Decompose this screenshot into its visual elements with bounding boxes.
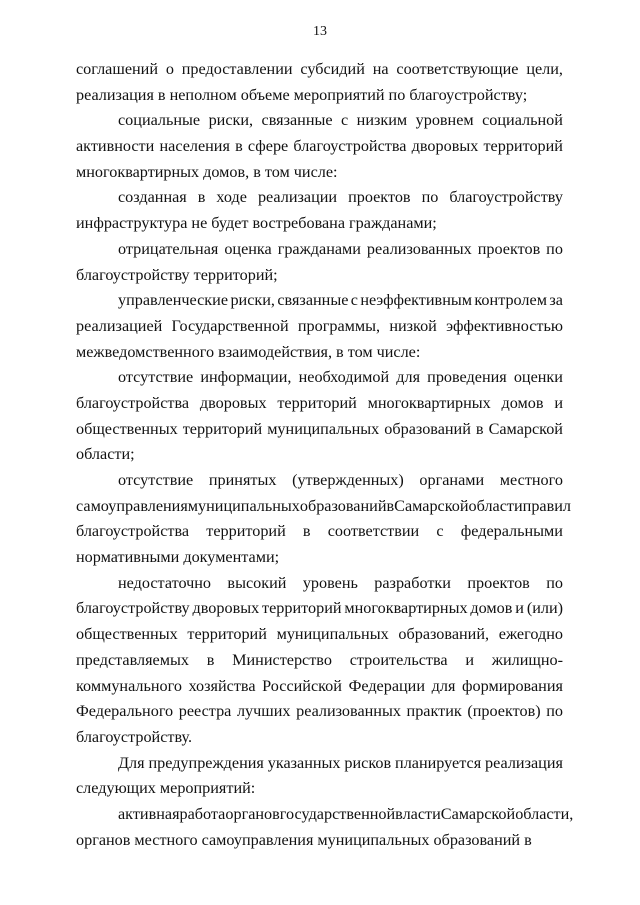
word: Федерального <box>76 702 174 721</box>
word: благоустройства <box>293 137 407 156</box>
word: Государственной <box>171 316 289 335</box>
word: управленческие <box>118 291 229 310</box>
word: дворовых <box>411 137 479 156</box>
word: домов <box>501 393 544 412</box>
word: в <box>302 522 311 541</box>
word: связанные <box>277 291 349 310</box>
word: в <box>386 496 395 515</box>
word: населения <box>159 137 230 156</box>
word: образований <box>299 496 387 515</box>
word: уровень <box>302 573 358 592</box>
text-line <box>76 160 563 186</box>
word: и <box>515 599 524 618</box>
word: разработки <box>374 573 451 592</box>
word: активности <box>76 137 155 156</box>
word: в <box>475 419 484 438</box>
word: (утвержденных) <box>292 471 404 489</box>
word: будет <box>211 214 249 233</box>
word: местного <box>134 830 198 849</box>
word: соглашений <box>76 60 158 78</box>
text-line <box>76 185 563 211</box>
paragraph-management-risks <box>76 288 563 365</box>
word: активная <box>118 804 180 823</box>
word: отсутствие <box>118 368 194 387</box>
document-body <box>76 57 574 853</box>
text-line <box>76 314 563 340</box>
word: в <box>197 188 206 207</box>
word: Самарской <box>440 804 516 823</box>
text-line <box>76 494 571 520</box>
word: ежегодно <box>498 625 563 644</box>
word: муниципальных <box>187 496 300 515</box>
word: с <box>350 291 358 310</box>
word: правил <box>522 496 571 515</box>
word: реализованных <box>366 239 472 258</box>
text-line <box>76 391 563 417</box>
word: практик <box>406 702 462 721</box>
word: благоустройству. <box>76 727 193 746</box>
word: реализованных <box>296 702 401 721</box>
word: проектов <box>467 573 530 592</box>
word: сфере <box>247 137 289 156</box>
word: предупреждения <box>148 753 264 772</box>
text-line <box>76 211 563 237</box>
text-line <box>76 288 563 314</box>
text-line <box>76 751 563 777</box>
word: риски, <box>208 111 254 130</box>
word: мероприятий <box>293 85 385 104</box>
word: Федерации <box>348 676 426 695</box>
word: гражданами <box>277 239 361 258</box>
word: благоустройства <box>76 522 190 541</box>
word: в <box>206 650 215 669</box>
word: за <box>549 291 563 310</box>
word: благоустройству <box>76 265 190 284</box>
word: органами <box>419 471 485 489</box>
word: муниципальных <box>317 830 430 849</box>
word: самоуправления <box>76 496 188 515</box>
text-line <box>76 417 563 443</box>
word: реализацией <box>76 316 163 335</box>
word: объеме <box>240 85 290 104</box>
word: программы, <box>297 316 381 335</box>
word: эффективностью <box>446 316 563 335</box>
text-line <box>76 622 563 648</box>
word: для <box>396 368 421 387</box>
text-line <box>76 108 563 134</box>
word: созданная <box>118 188 187 207</box>
word: дворовых <box>199 393 267 412</box>
text-line <box>76 802 574 828</box>
word: востребована <box>252 214 346 233</box>
word: дворовых <box>192 599 260 618</box>
paragraph-lack-of-information <box>76 365 563 468</box>
word: многоквартирных <box>76 162 200 181</box>
word: территорий <box>483 137 563 156</box>
page-number: 13 <box>313 24 327 39</box>
word: том <box>264 162 290 181</box>
word: по <box>546 573 563 592</box>
text-line <box>76 648 563 674</box>
word: государственной <box>279 804 396 823</box>
word: территорий <box>182 419 263 438</box>
word: информации, <box>200 368 292 387</box>
paragraph-social-risks <box>76 108 563 185</box>
text-line <box>76 57 563 83</box>
word: органов <box>225 804 280 823</box>
word: необходимой <box>298 368 390 387</box>
word: в <box>336 342 344 361</box>
text-line <box>76 776 563 802</box>
word: в <box>157 85 166 104</box>
text-line <box>76 545 563 571</box>
word: представляемых <box>76 650 189 669</box>
word: территорий <box>206 522 286 541</box>
word: области, <box>515 804 574 823</box>
paragraph-continuation <box>76 57 563 108</box>
word: благоустройству; <box>409 85 528 104</box>
word: Российской <box>262 676 342 695</box>
word: Самарской <box>488 419 563 438</box>
word: по <box>546 702 563 721</box>
word: Министерство <box>232 650 332 669</box>
word: рисков <box>344 753 392 772</box>
word: социальные <box>118 111 201 130</box>
word: территорий <box>277 393 357 412</box>
word: общественных <box>76 419 178 438</box>
word: лучших <box>236 702 291 721</box>
word: с <box>436 522 444 541</box>
word: нормативными <box>76 548 180 567</box>
word: проектов <box>477 239 541 258</box>
text-line <box>76 83 563 109</box>
word: территорий; <box>193 265 278 284</box>
text-line <box>76 571 563 597</box>
word: домов, <box>203 162 250 181</box>
word: работа <box>179 804 226 823</box>
word: Самарской <box>394 496 469 515</box>
word: территорий <box>187 625 267 644</box>
word: (или) <box>526 599 563 618</box>
text-line <box>76 725 563 751</box>
text-line <box>76 263 563 289</box>
word: благоустройству <box>76 599 190 618</box>
word: ходе <box>216 188 247 207</box>
word: федеральными <box>460 522 563 541</box>
word: строительства <box>349 650 448 669</box>
word: планируется <box>395 753 482 772</box>
word: образований <box>433 830 521 849</box>
text-line <box>76 519 563 545</box>
word: неэффективным <box>360 291 472 310</box>
word: уровнем <box>415 111 474 130</box>
word: благоустройству <box>449 188 563 207</box>
word: для <box>431 676 456 695</box>
word: соответствующие <box>396 60 519 78</box>
word: соответствии <box>327 522 420 541</box>
text-line <box>76 828 563 854</box>
word: следующих <box>76 779 156 798</box>
word: числе: <box>376 342 421 361</box>
text-line <box>76 468 563 494</box>
word: местного <box>499 471 563 489</box>
word: образований <box>384 419 471 438</box>
word: указанных <box>267 753 341 772</box>
word: многоквартирных <box>367 393 491 412</box>
word: оценка <box>224 239 272 258</box>
word: хозяйства <box>188 676 256 695</box>
word: самоуправления <box>201 830 314 849</box>
word: числе: <box>293 162 338 181</box>
word: документами; <box>183 548 280 567</box>
word: гражданами; <box>349 214 437 233</box>
word: и <box>465 650 475 669</box>
word: мероприятий: <box>159 779 256 798</box>
word: благоустройства <box>76 393 190 412</box>
word: по <box>421 188 439 207</box>
text-line <box>76 699 563 725</box>
word: (проектов) <box>467 702 541 721</box>
word: реализации <box>257 188 338 207</box>
word: домов <box>470 599 513 618</box>
text-line <box>76 442 563 468</box>
word: о <box>165 60 174 78</box>
word: связанные <box>261 111 333 130</box>
word: субсидий <box>300 60 365 78</box>
word: на <box>372 60 389 78</box>
word: коммунального <box>76 676 182 695</box>
text-line <box>76 674 563 700</box>
word: территорий <box>262 599 342 618</box>
word: инфраструктура <box>76 214 188 233</box>
word: предоставлении <box>181 60 293 78</box>
word: формирования <box>462 676 563 695</box>
text-line <box>76 237 563 263</box>
word: принятых <box>208 471 277 489</box>
word: низким <box>356 111 408 130</box>
paragraph-active-work <box>76 802 574 853</box>
word: том <box>347 342 373 361</box>
word: неполном <box>169 85 237 104</box>
text-line <box>76 340 563 366</box>
word: риски, <box>230 291 275 310</box>
word: реализация <box>76 85 154 104</box>
text-line <box>76 365 563 391</box>
word: взаимодействия, <box>218 342 333 361</box>
word: общественных <box>76 625 178 644</box>
word: отсутствие <box>118 471 194 489</box>
word: контролем <box>474 291 547 310</box>
word: межведомственного <box>76 342 215 361</box>
word: власти <box>395 804 441 823</box>
word: и <box>554 393 563 412</box>
word: цели, <box>526 60 563 78</box>
word: проведения <box>427 368 507 387</box>
word: проектов <box>348 188 411 207</box>
paragraph-negative-assessment <box>76 237 563 288</box>
word: недостаточно <box>118 573 212 592</box>
word: в <box>253 162 261 181</box>
word: области; <box>76 445 135 464</box>
word: реализация <box>485 753 563 772</box>
word: по <box>546 239 563 258</box>
paragraph-insufficient-projects <box>76 571 563 751</box>
word: жилищно- <box>491 650 563 669</box>
word: образований, <box>398 625 490 644</box>
paragraph-lack-of-rules <box>76 468 571 571</box>
word: муниципальных <box>267 419 380 438</box>
word: низкой <box>389 316 437 335</box>
word: области <box>468 496 523 515</box>
word: не <box>191 214 208 233</box>
word: с <box>341 111 349 130</box>
word: органов <box>76 830 131 849</box>
word: оценки <box>513 368 563 387</box>
word: реестра <box>178 702 232 721</box>
word: в <box>524 830 532 849</box>
paragraph-prevention-measures <box>76 751 563 802</box>
text-line <box>76 596 563 622</box>
word: Для <box>118 753 145 772</box>
paragraph-unused-infrastructure <box>76 185 563 236</box>
word: отрицательная <box>118 239 219 258</box>
word: высокий <box>227 573 287 592</box>
word: муниципальных <box>276 625 389 644</box>
word: по <box>388 85 406 104</box>
word: в <box>235 137 243 156</box>
text-line <box>76 134 563 160</box>
word: социальной <box>482 111 563 130</box>
word: многоквартирных <box>344 599 468 618</box>
